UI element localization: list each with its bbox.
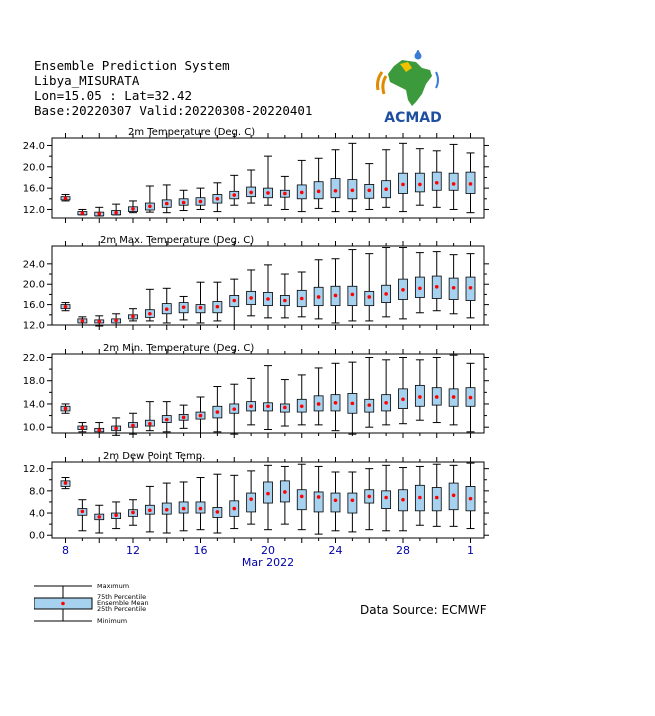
- ensemble-mean-point: [148, 204, 152, 208]
- y-tick-label: 12.0: [22, 464, 45, 476]
- ensemble-mean-point: [114, 319, 118, 323]
- percentile-box: [247, 493, 256, 512]
- ensemble-mean-point: [182, 201, 186, 205]
- y-tick-label: 4.0: [29, 508, 45, 520]
- ensemble-mean-point: [283, 299, 287, 303]
- ensemble-mean-point: [469, 497, 473, 501]
- ensemble-mean-point: [232, 299, 236, 303]
- ensemble-mean-point: [452, 286, 456, 290]
- ensemble-mean-point: [351, 498, 355, 502]
- ensemble-mean-point: [131, 315, 135, 319]
- x-tick-label: 8: [62, 544, 69, 557]
- ensemble-mean-point: [418, 395, 422, 399]
- ensemble-mean-point: [469, 286, 473, 290]
- ensemble-mean-point: [199, 306, 203, 310]
- ensemble-mean-point: [64, 305, 68, 309]
- ensemble-mean-point: [182, 507, 186, 511]
- ensemble-mean-point: [283, 406, 287, 410]
- ensemble-mean-point: [300, 495, 304, 499]
- ensemble-mean-point: [266, 404, 270, 408]
- ensemble-mean-point: [216, 510, 220, 514]
- ensemble-mean-point: [64, 481, 68, 485]
- panel-title: 2m Temperature (Deg. C): [128, 127, 256, 138]
- ensemble-mean-point: [367, 495, 371, 499]
- ensemble-mean-point: [182, 305, 186, 309]
- ensemble-mean-point: [97, 212, 101, 216]
- ensemble-mean-point: [452, 395, 456, 399]
- ensemble-mean-point: [469, 182, 473, 186]
- ensemble-mean-point: [81, 211, 85, 215]
- ensemble-mean-point: [283, 192, 287, 196]
- ensemble-mean-point: [283, 490, 287, 494]
- ensemble-mean-point: [334, 498, 338, 502]
- ensemble-mean-point: [435, 181, 439, 185]
- ensemble-mean-point: [401, 498, 405, 502]
- base-valid-dates: Base:20220307 Valid:20220308-20220401: [34, 103, 313, 118]
- x-tick-label: 1: [467, 544, 474, 557]
- ensemble-mean-point: [81, 426, 85, 430]
- ensemble-mean-point: [300, 404, 304, 408]
- ensemble-mean-point: [216, 305, 220, 309]
- ensemble-mean-point: [418, 183, 422, 187]
- x-tick-label: 28: [396, 544, 410, 557]
- y-tick-label: 12.0: [22, 320, 45, 332]
- ensemble-mean-point: [148, 508, 152, 512]
- percentile-box: [415, 173, 424, 192]
- ensemble-mean-point: [300, 191, 304, 195]
- ensemble-mean-point: [165, 418, 169, 422]
- ensemble-mean-point: [97, 515, 101, 519]
- ensemble-mean-point: [367, 403, 371, 407]
- ensemble-mean-point: [435, 496, 439, 500]
- ensemble-mean-point: [334, 294, 338, 298]
- ensemble-mean-point: [249, 191, 253, 195]
- system-title: Ensemble Prediction System: [34, 58, 230, 73]
- ensemble-mean-point: [300, 297, 304, 301]
- ensemble-mean-point: [452, 182, 456, 186]
- y-tick-label: 10.0: [22, 422, 45, 434]
- y-tick-label: 16.0: [22, 183, 45, 195]
- ensemble-mean-point: [317, 402, 321, 406]
- ensemble-mean-point: [249, 404, 253, 408]
- ensemble-mean-point: [131, 424, 135, 428]
- ensemble-mean-point: [97, 320, 101, 324]
- acmad-logo-text: ACMAD: [384, 110, 442, 126]
- legend-minimum: Minimum: [97, 617, 128, 625]
- y-tick-label: 14.0: [22, 399, 45, 411]
- ensemble-mean-point: [401, 288, 405, 292]
- ensemble-mean-point: [165, 202, 169, 206]
- ensemble-mean-point: [351, 293, 355, 297]
- y-tick-label: 20.0: [22, 279, 45, 291]
- y-tick-label: 20.0: [22, 162, 45, 174]
- ensemble-mean-point: [64, 196, 68, 200]
- panel-title: 2m Dew Point Temp.: [103, 451, 206, 462]
- percentile-box: [382, 491, 391, 509]
- ensemble-mean-point: [199, 507, 203, 511]
- ensemble-mean-point: [418, 496, 422, 500]
- ensemble-mean-point: [469, 396, 473, 400]
- percentile-box: [314, 492, 323, 512]
- ensemble-mean-point: [384, 496, 388, 500]
- ensemble-mean-point: [384, 292, 388, 296]
- ensemble-mean-point: [165, 307, 169, 311]
- ensemble-mean-point: [199, 414, 203, 418]
- month-label: Mar 2022: [241, 556, 295, 569]
- ensemble-mean-point: [317, 295, 321, 299]
- ensemble-mean-point: [182, 416, 186, 420]
- ensemble-mean-point: [249, 296, 253, 300]
- station-name: Libya_MISURATA: [34, 73, 140, 88]
- ensemble-mean-point: [131, 511, 135, 515]
- ensemble-mean-point: [131, 207, 135, 211]
- ensemble-mean-point: [266, 297, 270, 301]
- ensemble-mean-point: [401, 398, 405, 402]
- station-coordinates: Lon=15.05 : Lat=32.42: [34, 88, 193, 103]
- y-tick-label: 0.0: [29, 530, 45, 542]
- ensemble-mean-point: [232, 193, 236, 197]
- ensemble-mean-point: [232, 407, 236, 411]
- y-tick-label: 18.0: [22, 376, 45, 388]
- legend-25th-percentile: 25th Percentile: [97, 605, 147, 613]
- legend-75th-percentile: 75th Percentile: [97, 593, 147, 601]
- ensemble-mean-point: [317, 190, 321, 194]
- y-tick-label: 16.0: [22, 300, 45, 312]
- x-tick-label: 24: [328, 544, 343, 557]
- legend-ensemble-mean: Ensemble Mean: [97, 599, 149, 607]
- ensemble-mean-point: [249, 497, 253, 501]
- ensemble-mean-point: [216, 197, 220, 201]
- ensemble-mean-point: [64, 407, 68, 411]
- ensemble-mean-point: [199, 200, 203, 204]
- ensemble-mean-point: [114, 211, 118, 215]
- ensemble-mean-point: [317, 495, 321, 499]
- ensemble-mean-point: [384, 401, 388, 405]
- ensemble-mean-point: [435, 285, 439, 289]
- ensemble-mean-point: [114, 427, 118, 431]
- ensemble-mean-point: [367, 295, 371, 299]
- panel-title: 2m Min. Temperature (Deg. C): [103, 343, 255, 354]
- ensemble-mean-point: [114, 513, 118, 517]
- ensemble-mean-point: [216, 410, 220, 414]
- y-tick-label: 8.0: [29, 486, 45, 498]
- ensemble-mean-point: [97, 428, 101, 432]
- percentile-box: [297, 490, 306, 510]
- chart-legend: [34, 584, 234, 626]
- x-tick-label: 16: [193, 544, 208, 557]
- panel-title: 2m Max. Temperature (Deg. C): [100, 235, 255, 246]
- percentile-box: [348, 493, 357, 513]
- percentile-box: [331, 179, 340, 198]
- ensemble-mean-point: [165, 508, 169, 512]
- ensemble-mean-point: [266, 492, 270, 496]
- y-tick-label: 24.0: [22, 259, 45, 271]
- x-tick-label: 12: [126, 544, 140, 557]
- ensemble-mean-point: [367, 188, 371, 192]
- ensemble-mean-point: [401, 183, 405, 187]
- ensemble-mean-point: [148, 312, 152, 316]
- x-tick-label: 20: [261, 544, 275, 557]
- y-tick-label: 24.0: [22, 140, 45, 152]
- ensemble-mean-point: [334, 189, 338, 193]
- y-tick-label: 22.0: [22, 352, 45, 364]
- ensemble-mean-point: [81, 319, 85, 323]
- ensemble-mean-point: [266, 191, 270, 195]
- ensemble-mean-point: [452, 493, 456, 497]
- ensemble-mean-point: [418, 287, 422, 291]
- ensemble-mean-point: [232, 507, 236, 511]
- percentile-box: [449, 173, 458, 190]
- ensemble-mean-point: [435, 395, 439, 399]
- ensemble-mean-point: [351, 188, 355, 192]
- percentile-box: [331, 493, 340, 512]
- ensemble-mean-point: [334, 401, 338, 405]
- ensemble-mean-point: [81, 510, 85, 514]
- y-tick-label: 12.0: [22, 204, 45, 216]
- ensemble-mean-point: [148, 422, 152, 426]
- ensemble-mean-point: [384, 187, 388, 191]
- data-source: Data Source: ECMWF: [360, 603, 487, 617]
- ensemble-mean-point: [351, 402, 355, 406]
- legend-maximum: Maximum: [97, 584, 130, 590]
